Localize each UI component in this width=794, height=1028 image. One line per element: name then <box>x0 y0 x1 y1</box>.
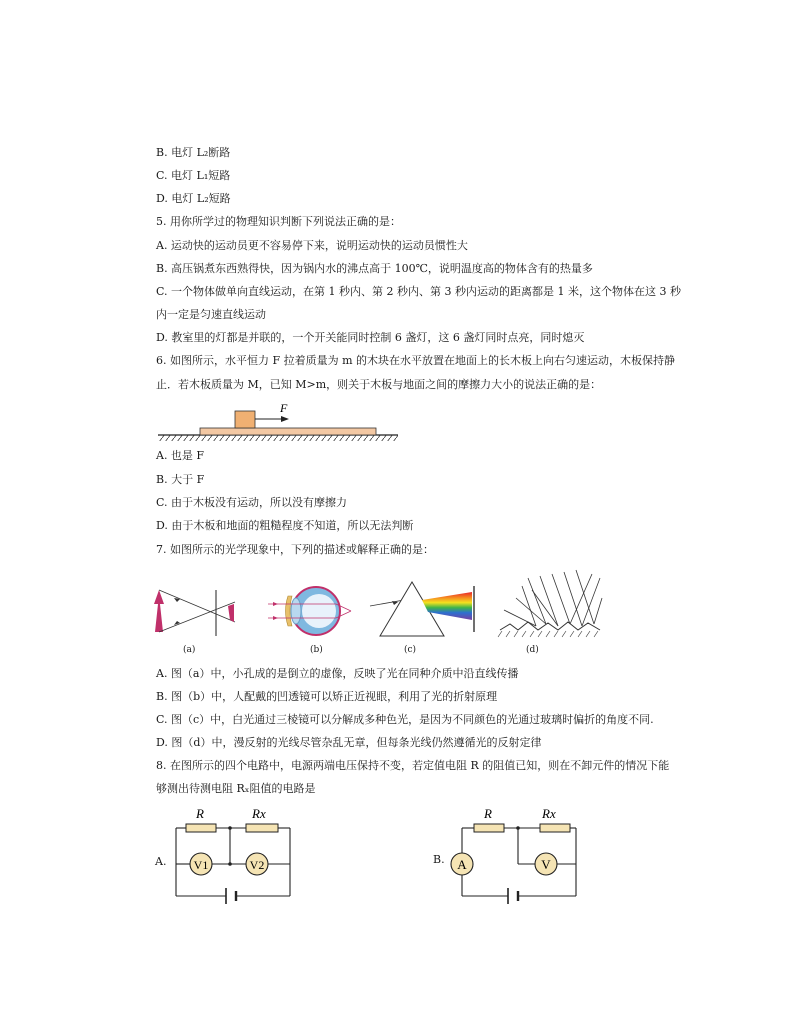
circuit-b-option-label: B. <box>433 853 445 866</box>
question-7: 7. 如图所示的光学现象中，下列的描述或解释正确的是： <box>156 543 434 556</box>
option-c-l1-short: C. 电灯 L₁短路 <box>156 169 231 182</box>
ammeter-label: A <box>457 857 467 872</box>
voltmeter-label: V <box>541 857 551 872</box>
question-8-line-1: 8. 在图所示的四个电路中，电源两端电压保持不变，若定值电阻 R 的阻值已知，则在不卸元件的情况下能 <box>156 759 670 772</box>
voltmeter-v2-label: V2 <box>249 858 265 872</box>
question-6-option-d: D. 由于木板和地面的粗糙程度不知道，所以无法判断 <box>156 519 414 532</box>
caption-c: (c) <box>404 645 417 655</box>
question-6-option-c: C. 由于木板没有运动，所以没有摩擦力 <box>156 496 348 509</box>
force-label: F <box>280 401 288 415</box>
caption-b: (b) <box>310 645 323 655</box>
question-6-line-2: 止．若木板质量为 M，已知 M>m，则关于木板与地面之间的摩擦力大小的说法正确的是： <box>156 378 602 391</box>
question-8-line-2: 够测出待测电阻 Rₓ阻值的电路是 <box>156 782 316 795</box>
circuit-a-option-label: A. <box>155 855 167 868</box>
voltmeter-v1-label: V1 <box>193 858 209 872</box>
question-6-line-1: 6. 如图所示，水平恒力 F 拉着质量为 m 的木块在水平放置在地面上的长木板上向右匀速运动，木板保持静 <box>156 354 676 367</box>
resistor-rx-label: Rx <box>542 806 556 821</box>
question-5-option-d: D. 教室里的灯都是并联的，一个开关能同时控制 6 盏灯，这 6 盏灯同时点亮，同时熄灭 <box>156 331 585 344</box>
figure-7d-diffuse-reflection <box>496 568 606 640</box>
resistor-r-label: R <box>484 806 492 821</box>
question-7-option-d: D. 图（d）中，漫反射的光线尽管杂乱无章，但每条光线仍然遵循光的反射定律 <box>156 736 542 749</box>
caption-d: (d) <box>526 645 539 655</box>
figure-7a-pinhole <box>150 582 242 638</box>
circuit-a <box>170 800 300 916</box>
question-7-option-c: C. 图（c）中，白光通过三棱镜可以分解成多种色光，是因为不同颜色的光通过玻璃时偏折的角度不同. <box>156 713 654 726</box>
resistor-rx-label: Rx <box>252 806 266 821</box>
option-d-l2-short: D. 电灯 L₂短路 <box>156 192 231 205</box>
question-5: 5. 用你所学过的物理知识判断下列说法正确的是： <box>156 215 401 228</box>
circuit-b <box>446 800 582 916</box>
question-5-option-b: B. 高压锅煮东西熟得快，因为锅内水的沸点高于 100℃，说明温度高的物体含有的热量多 <box>156 262 593 275</box>
figure-7b-eye-lens <box>266 584 362 640</box>
option-b-l2-open: B. 电灯 L₂断路 <box>156 146 231 159</box>
figure-7c-prism-spectrum <box>368 580 482 640</box>
question-5-option-c-cont: 内一定是匀速直线运动 <box>156 308 266 321</box>
question-5-option-c: C. 一个物体做单向直线运动，在第 1 秒内、第 2 秒内、第 3 秒内运动的距离都是 1 米，这个物体在这 3 秒 <box>156 285 681 298</box>
question-6-option-a: A. 也是 F <box>156 449 205 462</box>
question-6-option-b: B. 大于 F <box>156 473 205 486</box>
question-5-option-a: A. 运动快的运动员更不容易停下来，说明运动快的运动员惯性大 <box>156 239 468 252</box>
figure-6-block-on-board <box>156 398 402 442</box>
resistor-r-label: R <box>196 806 204 821</box>
question-7-option-b: B. 图（b）中，人配戴的凹透镜可以矫正近视眼，利用了光的折射原理 <box>156 690 498 703</box>
question-7-option-a: A. 图（a）中，小孔成的是倒立的虚像，反映了光在同种介质中沿直线传播 <box>156 667 519 680</box>
caption-a: (a) <box>183 645 196 655</box>
